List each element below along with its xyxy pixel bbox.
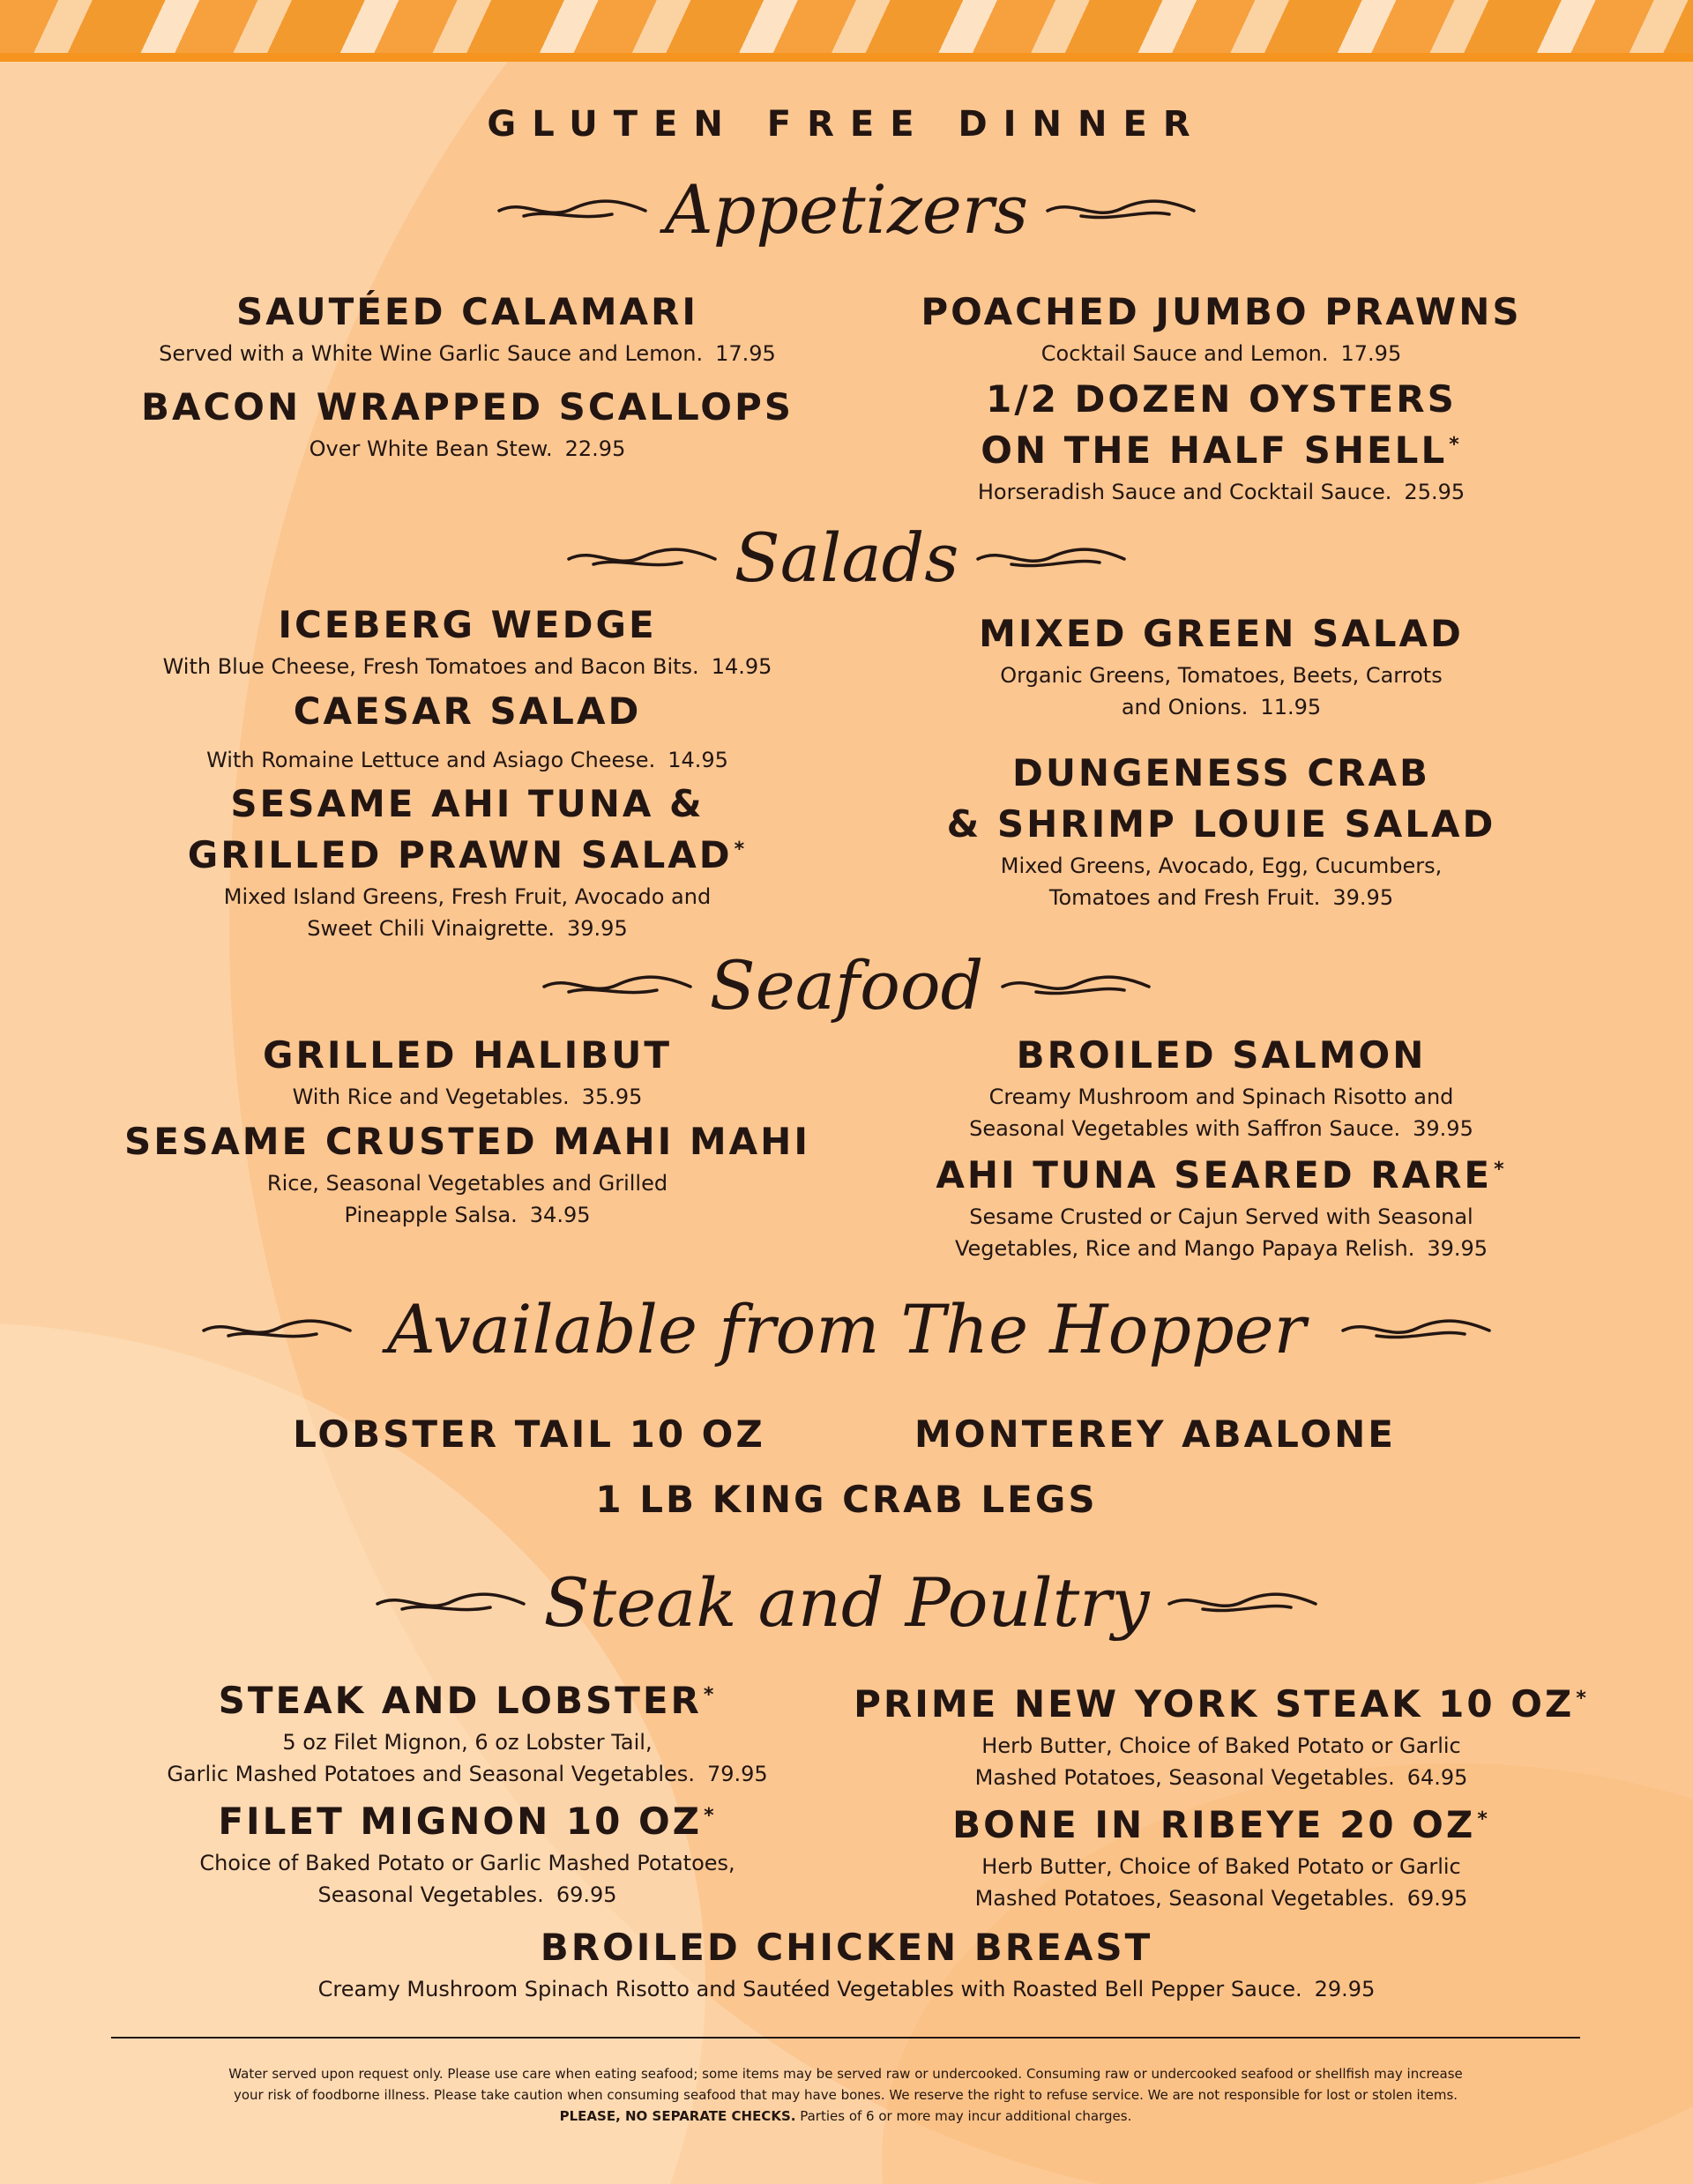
item-price: 39.95 — [1332, 885, 1394, 910]
item-name: BONE IN RIBEYE 20 OZ* — [952, 1803, 1490, 1846]
item-name: GRILLED PRAWN SALAD* — [187, 833, 748, 876]
item-name: PRIME NEW YORK STEAK 10 OZ* — [854, 1682, 1589, 1726]
flourish-left-icon — [376, 1590, 526, 1616]
item-price: 39.95 — [1427, 1236, 1488, 1261]
item-description: Pineapple Salsa. 34.95 — [344, 1203, 591, 1227]
item-description: and Onions. 11.95 — [1121, 695, 1322, 719]
menu-item — [79, 1030, 855, 1113]
item-price: 25.95 — [1404, 480, 1466, 504]
menu-title: GLUTEN FREE DINNER — [487, 104, 1206, 145]
item-description: Rice, Seasonal Vegetables and Grilled — [266, 1171, 668, 1196]
asterisk-mark: * — [1449, 434, 1462, 456]
item-price: 17.95 — [715, 341, 776, 366]
disclaimer — [111, 2063, 1580, 2127]
disclaimer-line: PLEASE, NO SEPARATE CHECKS. Parties of 6 or more may incur additional charges. — [559, 2108, 1132, 2124]
menu-item — [229, 1922, 1464, 2005]
section-heading-salads: Salads — [0, 525, 1693, 592]
item-name: SESAME AHI TUNA & — [230, 782, 705, 825]
menu-item — [79, 1796, 855, 1911]
item-description: Herb Butter, Choice of Baked Potato or Garlic — [981, 1854, 1461, 1879]
flourish-right-icon — [1001, 973, 1151, 999]
item-price: 39.95 — [567, 916, 628, 941]
item-description: Horseradish Sauce and Cocktail Sauce. 25.95 — [977, 480, 1466, 504]
item-name: & SHRIMP LOUIE SALAD — [946, 802, 1496, 846]
item-price: 14.95 — [668, 748, 728, 772]
item-name: 1/2 DOZEN OYSTERS — [986, 377, 1457, 421]
item-name: BACON WRAPPED SCALLOPS — [140, 385, 794, 429]
item-description: Tomatoes and Fresh Fruit. 39.95 — [1048, 885, 1394, 910]
menu-item — [79, 382, 855, 465]
disclaimer-line: Water served upon request only. Please use care when eating seafood; some items may be served raw or undercooked. Consuming raw or undercooked seafood or shellfish may increase — [228, 2066, 1463, 2082]
flourish-left-icon — [497, 197, 647, 223]
menu-item — [833, 287, 1609, 369]
flourish-left-icon — [567, 545, 717, 571]
item-name: SESAME CRUSTED MAHI MAHI — [124, 1120, 810, 1163]
item-name: AHI TUNA SEARED RARE* — [936, 1153, 1507, 1196]
item-price: 34.95 — [529, 1203, 591, 1227]
menu-item — [833, 748, 1609, 913]
item-name: BROILED CHICKEN BREAST — [540, 1926, 1153, 1969]
section-heading-appetizers: Appetizers — [0, 176, 1693, 243]
item-description: Garlic Mashed Potatoes and Seasonal Vegetables. 79.95 — [167, 1762, 768, 1786]
hopper-item: 1 LB KING CRAB LEGS — [595, 1478, 1098, 1521]
flourish-left-icon — [184, 1316, 369, 1343]
item-description: Choice of Baked Potato or Garlic Mashed Potatoes, — [199, 1851, 735, 1875]
menu-item — [79, 287, 855, 369]
item-name: DUNGENESS CRAB — [1011, 751, 1431, 794]
disclaimer-bold: PLEASE, NO SEPARATE CHECKS. — [559, 2108, 796, 2124]
item-description: Creamy Mushroom and Spinach Risotto and — [988, 1085, 1454, 1109]
menu-item — [79, 779, 855, 944]
flourish-right-icon — [976, 545, 1126, 571]
asterisk-mark: * — [1576, 1688, 1589, 1710]
item-name: SAUTÉED CALAMARI — [236, 290, 698, 333]
hopper-item: MONTEREY ABALONE — [914, 1413, 1396, 1456]
item-price: 17.95 — [1340, 341, 1402, 366]
item-price: 29.95 — [1314, 1977, 1376, 2001]
footer-divider — [111, 2037, 1580, 2039]
hopper-item: LOBSTER TAIL 10 OZ — [293, 1413, 765, 1456]
item-description: Served with a White Wine Garlic Sauce and Lemon. 17.95 — [159, 341, 776, 366]
item-price: 64.95 — [1406, 1765, 1468, 1790]
menu-item — [833, 1800, 1609, 1914]
item-description: With Rice and Vegetables. 35.95 — [292, 1085, 643, 1109]
asterisk-mark: * — [1494, 1159, 1507, 1181]
item-description: Sesame Crusted or Cajun Served with Seasonal — [969, 1204, 1473, 1229]
item-name: POACHED JUMBO PRAWNS — [921, 290, 1522, 333]
asterisk-mark: * — [704, 1805, 717, 1827]
item-description: Herb Butter, Choice of Baked Potato or Garlic — [981, 1733, 1461, 1758]
item-description: With Romaine Lettuce and Asiago Cheese. 14.95 — [206, 748, 728, 772]
item-name: ON THE HALF SHELL* — [981, 429, 1462, 472]
item-description: Seasonal Vegetables. 69.95 — [317, 1882, 617, 1907]
menu-item — [79, 1675, 855, 1790]
item-name: GRILLED HALIBUT — [263, 1033, 672, 1077]
item-price: 39.95 — [1413, 1116, 1473, 1141]
top-decorative-band — [0, 0, 1693, 62]
menu-item — [833, 374, 1609, 508]
item-price: 14.95 — [711, 654, 772, 679]
item-name: STEAK AND LOBSTER* — [218, 1679, 717, 1722]
flourish-right-icon — [1046, 197, 1196, 223]
item-description: Organic Greens, Tomatoes, Beets, Carrots — [1000, 663, 1443, 688]
item-name: FILET MIGNON 10 OZ* — [218, 1800, 717, 1843]
item-price: 35.95 — [581, 1085, 643, 1109]
item-price: 22.95 — [564, 436, 626, 461]
item-description: Over White Bean Stew. 22.95 — [309, 436, 626, 461]
flourish-left-icon — [542, 973, 692, 999]
disclaimer-line: your risk of foodborne illness. Please take caution when consuming seafood that may have bones. We reserve the right to refuse service. We are not responsible for lost or stolen items. — [233, 2087, 1458, 2103]
item-description: Seasonal Vegetables with Saffron Sauce. 39.95 — [969, 1116, 1473, 1141]
section-heading-hopper: Available from The Hopper — [0, 1296, 1693, 1363]
item-description: Creamy Mushroom Spinach Risotto and Sautéed Vegetables with Roasted Bell Pepper Sauce. 29.95 — [317, 1977, 1376, 2001]
menu-item — [833, 1150, 1609, 1264]
asterisk-mark: * — [734, 839, 748, 861]
item-description: Vegetables, Rice and Mango Papaya Relish. 39.95 — [954, 1236, 1488, 1261]
item-description: Mixed Island Greens, Fresh Fruit, Avocado and — [223, 884, 712, 909]
flourish-right-icon — [1167, 1590, 1317, 1616]
section-heading-seafood: Seafood — [0, 952, 1693, 1019]
asterisk-mark: * — [1477, 1808, 1490, 1830]
menu-item — [833, 1030, 1609, 1144]
item-price: 11.95 — [1260, 695, 1322, 719]
item-price: 69.95 — [1406, 1886, 1468, 1911]
item-description: Sweet Chili Vinaigrette. 39.95 — [307, 916, 628, 941]
item-description: Cocktail Sauce and Lemon. 17.95 — [1040, 341, 1402, 366]
item-price: 69.95 — [556, 1882, 617, 1907]
item-name: CAESAR SALAD — [293, 689, 642, 733]
item-description: Mixed Greens, Avocado, Egg, Cucumbers, — [1000, 853, 1443, 878]
item-description: Mashed Potatoes, Seasonal Vegetables. 69.95 — [974, 1886, 1468, 1911]
item-description: With Blue Cheese, Fresh Tomatoes and Bacon Bits. 14.95 — [162, 654, 772, 679]
menu-item — [79, 600, 855, 682]
flourish-right-icon — [1324, 1316, 1509, 1343]
item-name: MIXED GREEN SALAD — [979, 612, 1464, 655]
menu-item — [79, 686, 855, 776]
item-description: Mashed Potatoes, Seasonal Vegetables. 64.95 — [974, 1765, 1468, 1790]
menu-item — [833, 608, 1609, 723]
item-description: 5 oz Filet Mignon, 6 oz Lobster Tail, — [282, 1730, 653, 1755]
section-heading-steak-poultry: Steak and Poultry — [0, 1569, 1693, 1636]
item-name: ICEBERG WEDGE — [278, 603, 657, 646]
asterisk-mark: * — [703, 1684, 717, 1706]
item-name: BROILED SALMON — [1016, 1033, 1427, 1077]
menu-item — [833, 1679, 1609, 1793]
menu-item — [79, 1116, 855, 1231]
item-price: 79.95 — [706, 1762, 768, 1786]
